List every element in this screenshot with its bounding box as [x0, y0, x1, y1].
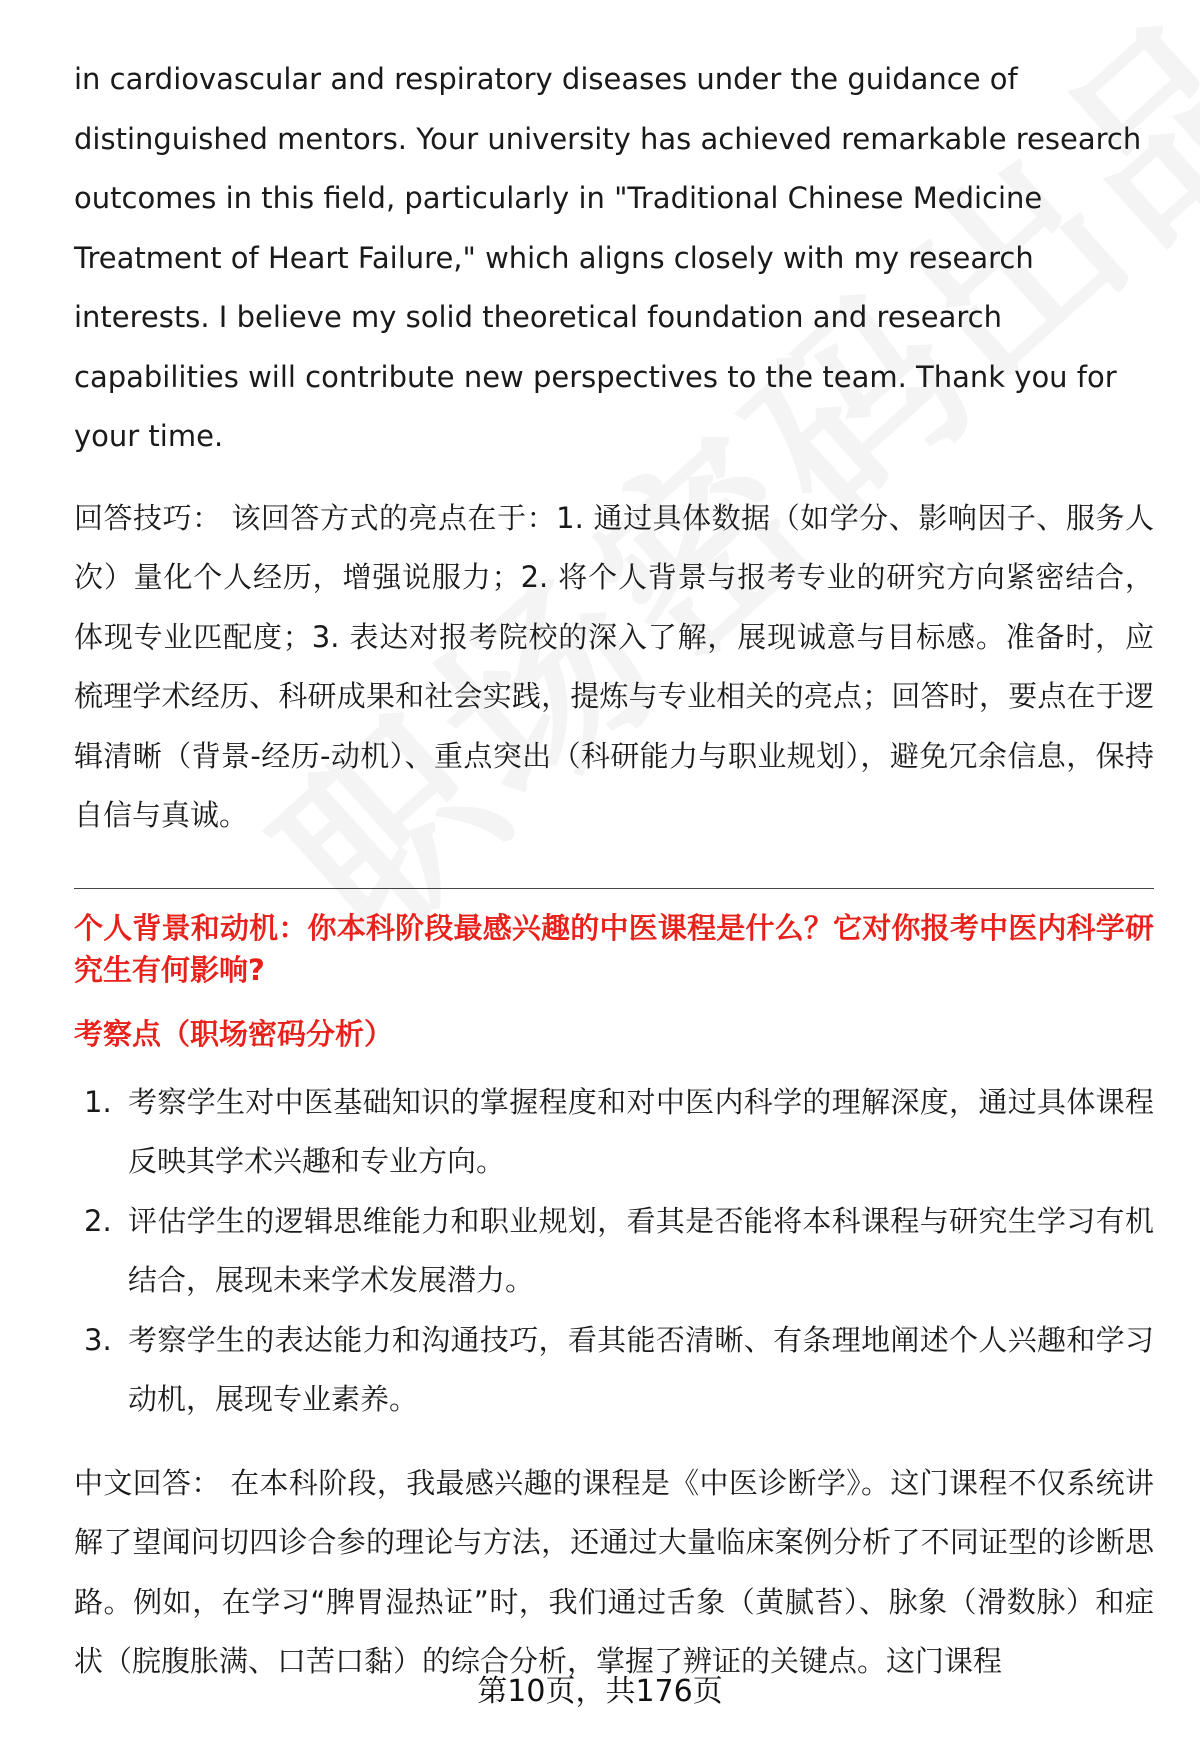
- answer-tips-label: 回答技巧：: [74, 500, 222, 535]
- interview-question: 个人背景和动机：你本科阶段最感兴趣的中医课程是什么？它对你报考中医内科学研究生有何影响?: [74, 910, 1154, 987]
- chinese-answer-label: 中文回答：: [74, 1465, 221, 1500]
- page-number-footer: 第10页，共176页: [477, 1674, 723, 1709]
- list-item: [74, 1073, 1154, 1192]
- list-item: [74, 1192, 1154, 1311]
- document-page: [74, 50, 1154, 1692]
- list-item-number: 2.: [84, 1203, 112, 1238]
- list-item-text: 考察学生的表达能力和沟通技巧，看其能否清晰、有条理地阐述个人兴趣和学习动机，展现专业素养。: [128, 1322, 1154, 1416]
- section-divider: [74, 888, 1154, 889]
- list-item-text: 考察学生对中医基础知识的掌握程度和对中医内科学的理解深度，通过具体课程反映其学术兴趣和专业方向。: [128, 1084, 1154, 1178]
- chinese-answer-text: 在本科阶段，我最感兴趣的课程是《中医诊断学》。这门课程不仅系统讲解了望闻问切四诊合参的理论与方法，还通过大量临床案例分析了不同证型的诊断思路。例如，在学习“脾胃湿热证”时，我们通过舌象（黄腻苔）、脉象（滑数脉）和症状（脘腹胀满、口苦口黏）的综合分析，掌握了辨证的关键点。这门课程: [74, 1465, 1154, 1678]
- chinese-answer-paragraph: [74, 1454, 1154, 1692]
- answer-tips-paragraph: [74, 489, 1154, 846]
- assessment-heading: 考察点（职场密码分析）: [74, 1016, 394, 1051]
- list-item-number: 1.: [84, 1084, 112, 1119]
- list-item: [74, 1311, 1154, 1430]
- assessment-list: [74, 1073, 1154, 1430]
- continued-english-paragraph: in cardiovascular and respiratory diseases under the guidance of distinguished mentors. Your university has achieved remarkable research outcomes in this field, particularly in "Traditional Chinese Medicine Treatment of Heart Failure," which aligns closely with my research interests. I believe my solid theoretical foundation and research capabilities will contribute new perspectives to the team. Thank you for your time.: [74, 62, 1142, 453]
- answer-tips-text: 该回答方式的亮点在于：1. 通过具体数据（如学分、影响因子、服务人次）量化个人经历，增强说服力；2. 将个人背景与报考专业的研究方向紧密结合，体现专业匹配度；3. 表达对报考院校的深入了解，展现诚意与目标感。准备时，应梳理学术经历、科研成果和社会实践，提炼与专业相关的亮点；回答时，要点在于逻辑清晰（背景-经历-动机）、重点突出（科研能力与职业规划），避免冗余信息，保持自信与真诚。: [74, 500, 1154, 832]
- list-item-text: 评估学生的逻辑思维能力和职业规划，看其是否能将本科课程与研究生学习有机结合，展现未来学术发展潜力。: [128, 1203, 1154, 1297]
- list-item-number: 3.: [84, 1322, 112, 1357]
